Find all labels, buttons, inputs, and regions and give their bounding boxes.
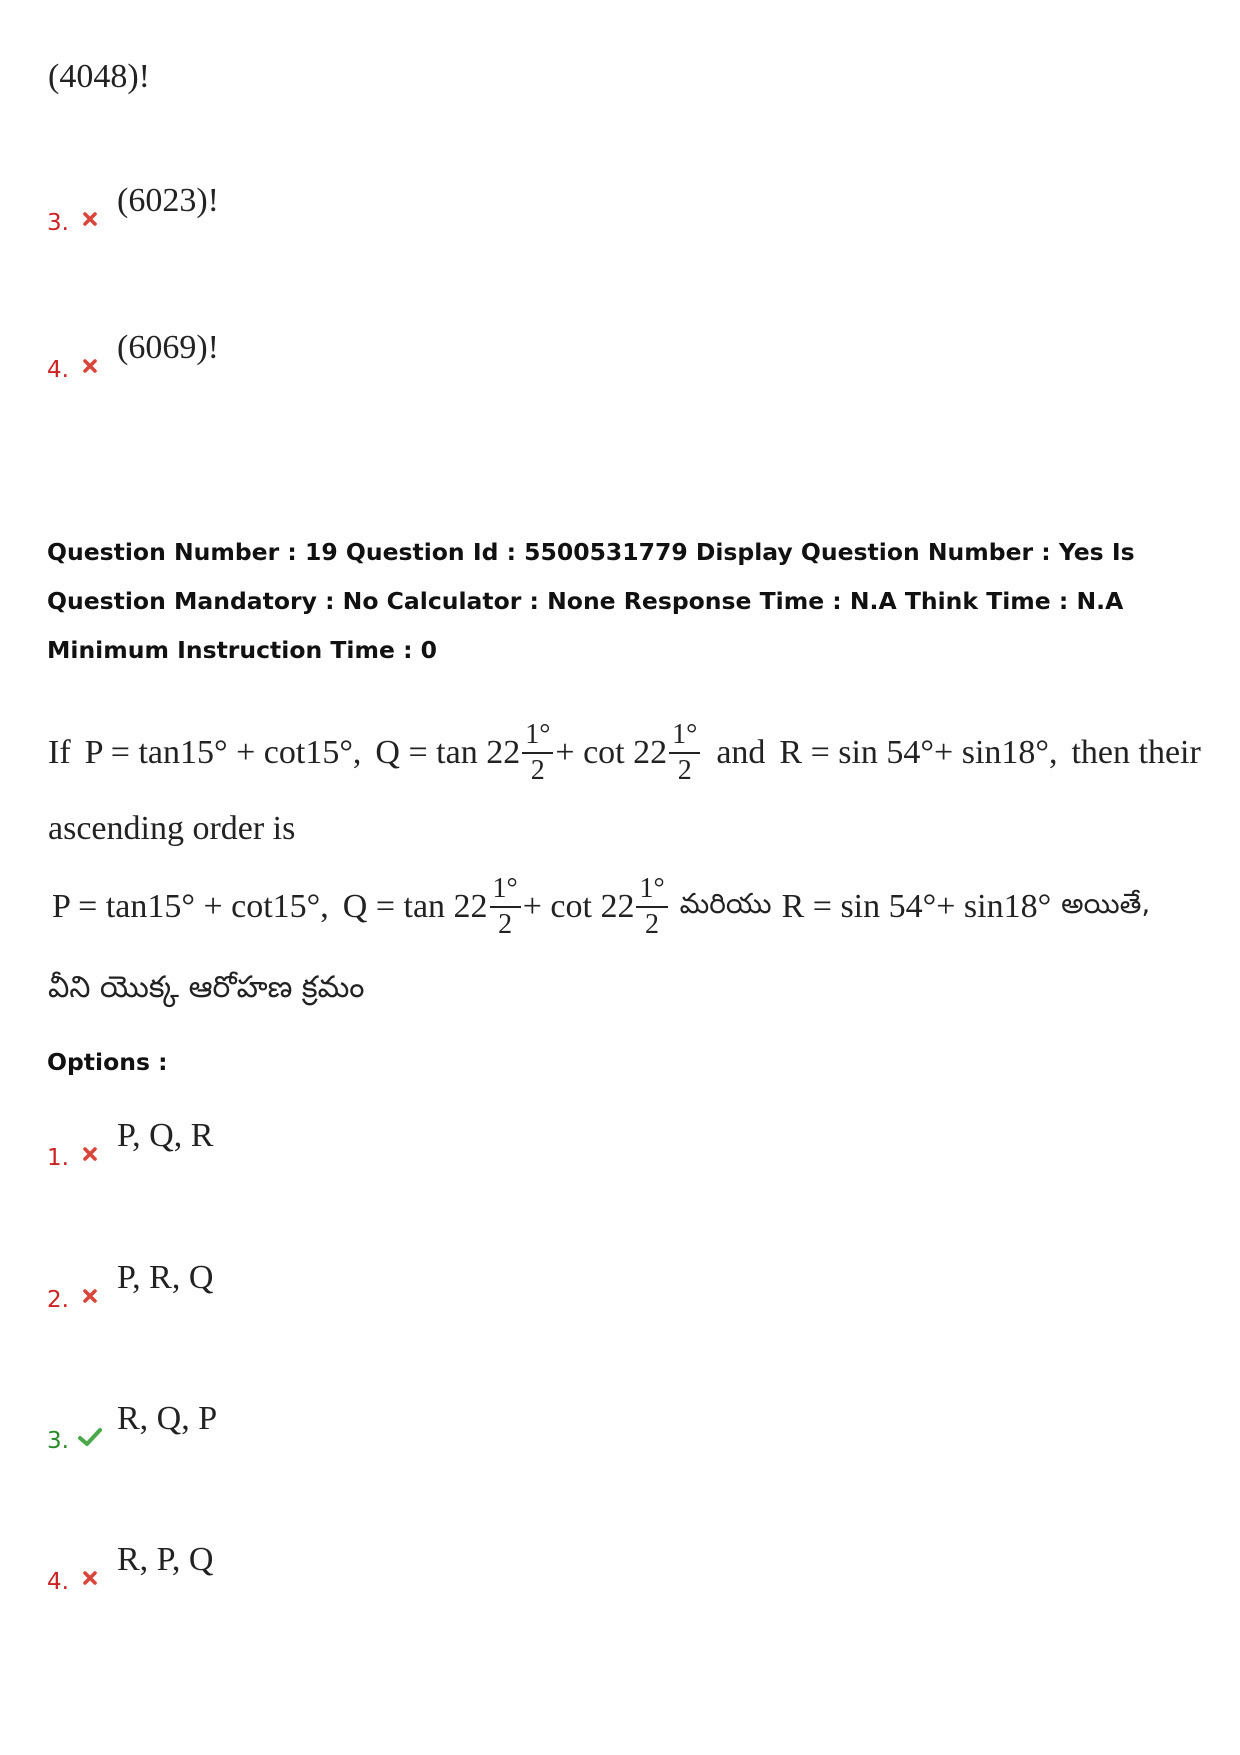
check-icon [77, 1424, 103, 1450]
fraction-numerator: 1° [492, 873, 518, 904]
option-number: 4. [47, 1569, 69, 1595]
fraction [490, 872, 521, 942]
fraction-numerator: 1° [672, 719, 698, 750]
r-expression: R = sin 54°+ sin18° [781, 887, 1052, 925]
option-number: 3. [47, 210, 69, 236]
cross-icon [77, 353, 103, 379]
fraction-denominator: 2 [645, 908, 660, 940]
question-meta: Question Number : 19 Question Id : 5500531779 Display Question Number : Yes Is Question Mandatory : No Calculator : None Response Time : N.A Think Time : N.A Minimum Instruction Time : 0 [47, 538, 1135, 664]
fraction [636, 872, 667, 942]
cross-icon [77, 1565, 103, 1591]
option-1 [47, 1117, 214, 1171]
p-expression: P = tan15° + cot15°, [52, 887, 329, 925]
cross-icon [77, 206, 103, 232]
cross-icon [77, 1141, 103, 1167]
option-value: (6069)! [117, 329, 219, 366]
option-value: (6023)! [117, 182, 219, 219]
q-prefix: Q = tan 22 [342, 887, 488, 925]
question-telugu-line-2: వీని యొక్క ఆరోహణ క్రమం [48, 970, 365, 1005]
option-number: 1. [47, 1145, 69, 1171]
option-number: 2. [47, 1287, 69, 1313]
options-label: Options : [47, 1048, 168, 1076]
fraction-denominator: 2 [498, 908, 513, 940]
option-3 [47, 1400, 218, 1454]
fraction-denominator: 2 [677, 754, 692, 786]
option-value: R, P, Q [117, 1541, 214, 1578]
question-english-line-2: ascending order is [48, 810, 296, 847]
q-mid: + cot 22 [522, 887, 635, 925]
option-number: 3. [47, 1428, 69, 1454]
if-word: If [48, 733, 71, 771]
option-value: P, Q, R [117, 1117, 214, 1154]
q-mid: + cot 22 [555, 733, 668, 771]
fraction-numerator: 1° [639, 873, 665, 904]
prev-option-4 [47, 329, 219, 383]
question-telugu-line-1 [52, 872, 1160, 942]
option-4 [47, 1541, 214, 1595]
p-expression: P = tan15° + cot15°, [84, 733, 362, 771]
question-english-line-1 [48, 718, 1201, 788]
fraction [669, 718, 700, 788]
and-word: and [716, 733, 766, 771]
and-word-telugu: మరియు [679, 886, 772, 920]
option-number: 4. [47, 357, 69, 383]
option-value: P, R, Q [117, 1259, 214, 1296]
option-2 [47, 1259, 214, 1313]
r-expression: R = sin 54°+ sin18°, [779, 733, 1058, 771]
prev-option-3 [47, 182, 219, 236]
q-prefix: Q = tan 22 [375, 733, 521, 771]
cross-icon [77, 1283, 103, 1309]
prev-option-2-value: (4048)! [48, 58, 150, 95]
fraction-numerator: 1° [525, 719, 551, 750]
option-value: R, Q, P [117, 1400, 218, 1437]
then-word-telugu: అయితే, [1061, 886, 1151, 920]
fraction-denominator: 2 [530, 754, 545, 786]
fraction [522, 718, 553, 788]
then-words: then their [1071, 733, 1201, 771]
